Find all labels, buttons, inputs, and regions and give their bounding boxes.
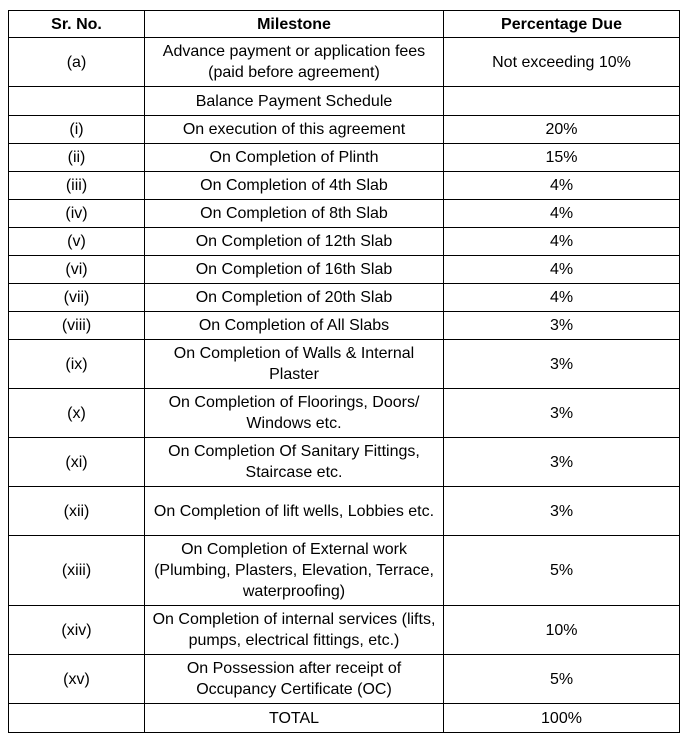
sr-no-cell: (i) xyxy=(9,116,145,144)
header-sr-no: Sr. No. xyxy=(9,11,145,38)
sr-no-cell: (a) xyxy=(9,38,145,87)
table-row xyxy=(9,172,680,200)
table-header-row xyxy=(9,11,680,38)
sr-no-cell xyxy=(9,704,145,733)
table-row xyxy=(9,228,680,256)
table-row xyxy=(9,536,680,606)
sr-no-cell: (vi) xyxy=(9,256,145,284)
percentage-cell xyxy=(444,87,680,116)
sr-no-cell: (ix) xyxy=(9,340,145,389)
percentage-cell: 4% xyxy=(444,284,680,312)
milestone-cell: On Completion of 12th Slab xyxy=(145,228,444,256)
sr-no-cell: (xi) xyxy=(9,438,145,487)
milestone-cell: On Completion of 4th Slab xyxy=(145,172,444,200)
percentage-cell: 4% xyxy=(444,256,680,284)
table-row xyxy=(9,704,680,733)
table-row xyxy=(9,655,680,704)
table-row xyxy=(9,487,680,536)
sr-no-cell: (xiii) xyxy=(9,536,145,606)
milestone-cell: On Completion of Plinth xyxy=(145,144,444,172)
milestone-cell: On Completion of 16th Slab xyxy=(145,256,444,284)
table-row xyxy=(9,438,680,487)
milestone-cell: On Completion Of Sanitary Fittings, Staircase etc. xyxy=(145,438,444,487)
sr-no-cell xyxy=(9,87,145,116)
table-row xyxy=(9,200,680,228)
table-row xyxy=(9,606,680,655)
milestone-cell: On execution of this agreement xyxy=(145,116,444,144)
sr-no-cell: (xv) xyxy=(9,655,145,704)
sr-no-cell: (v) xyxy=(9,228,145,256)
percentage-cell: 4% xyxy=(444,228,680,256)
milestone-cell: On Completion of internal services (lifts, pumps, electrical fittings, etc.) xyxy=(145,606,444,655)
milestone-cell: On Possession after receipt of Occupancy Certificate (OC) xyxy=(145,655,444,704)
sr-no-cell: (xii) xyxy=(9,487,145,536)
table-row xyxy=(9,144,680,172)
table-row xyxy=(9,256,680,284)
percentage-cell: 4% xyxy=(444,172,680,200)
percentage-cell: 3% xyxy=(444,340,680,389)
percentage-cell: 5% xyxy=(444,536,680,606)
percentage-cell: Not exceeding 10% xyxy=(444,38,680,87)
milestone-cell: On Completion of All Slabs xyxy=(145,312,444,340)
percentage-cell: 10% xyxy=(444,606,680,655)
header-percentage-due: Percentage Due xyxy=(444,11,680,38)
milestone-cell: Advance payment or application fees (paid before agreement) xyxy=(145,38,444,87)
percentage-cell: 4% xyxy=(444,200,680,228)
percentage-cell: 5% xyxy=(444,655,680,704)
table-row xyxy=(9,116,680,144)
sr-no-cell: (vii) xyxy=(9,284,145,312)
milestone-cell: On Completion of Floorings, Doors/ Windows etc. xyxy=(145,389,444,438)
percentage-cell: 3% xyxy=(444,438,680,487)
table-row xyxy=(9,284,680,312)
percentage-cell: 3% xyxy=(444,312,680,340)
sr-no-cell: (ii) xyxy=(9,144,145,172)
table-row xyxy=(9,38,680,87)
milestone-cell: On Completion of Walls & Internal Plaster xyxy=(145,340,444,389)
table-row xyxy=(9,312,680,340)
sr-no-cell: (x) xyxy=(9,389,145,438)
percentage-cell: 15% xyxy=(444,144,680,172)
percentage-cell: 20% xyxy=(444,116,680,144)
table-row xyxy=(9,340,680,389)
section-heading-cell: Balance Payment Schedule xyxy=(145,87,444,116)
percentage-cell: 3% xyxy=(444,389,680,438)
sr-no-cell: (xiv) xyxy=(9,606,145,655)
milestone-cell: On Completion of 8th Slab xyxy=(145,200,444,228)
header-milestone: Milestone xyxy=(145,11,444,38)
payment-schedule-table xyxy=(8,10,680,733)
sr-no-cell: (iv) xyxy=(9,200,145,228)
milestone-cell: On Completion of External work (Plumbing, Plasters, Elevation, Terrace, waterproofing) xyxy=(145,536,444,606)
total-percentage-cell: 100% xyxy=(444,704,680,733)
percentage-cell: 3% xyxy=(444,487,680,536)
milestone-cell: On Completion of 20th Slab xyxy=(145,284,444,312)
table-row xyxy=(9,389,680,438)
sr-no-cell: (iii) xyxy=(9,172,145,200)
sr-no-cell: (viii) xyxy=(9,312,145,340)
total-label-cell: TOTAL xyxy=(145,704,444,733)
table-row xyxy=(9,87,680,116)
milestone-cell: On Completion of lift wells, Lobbies etc. xyxy=(145,487,444,536)
